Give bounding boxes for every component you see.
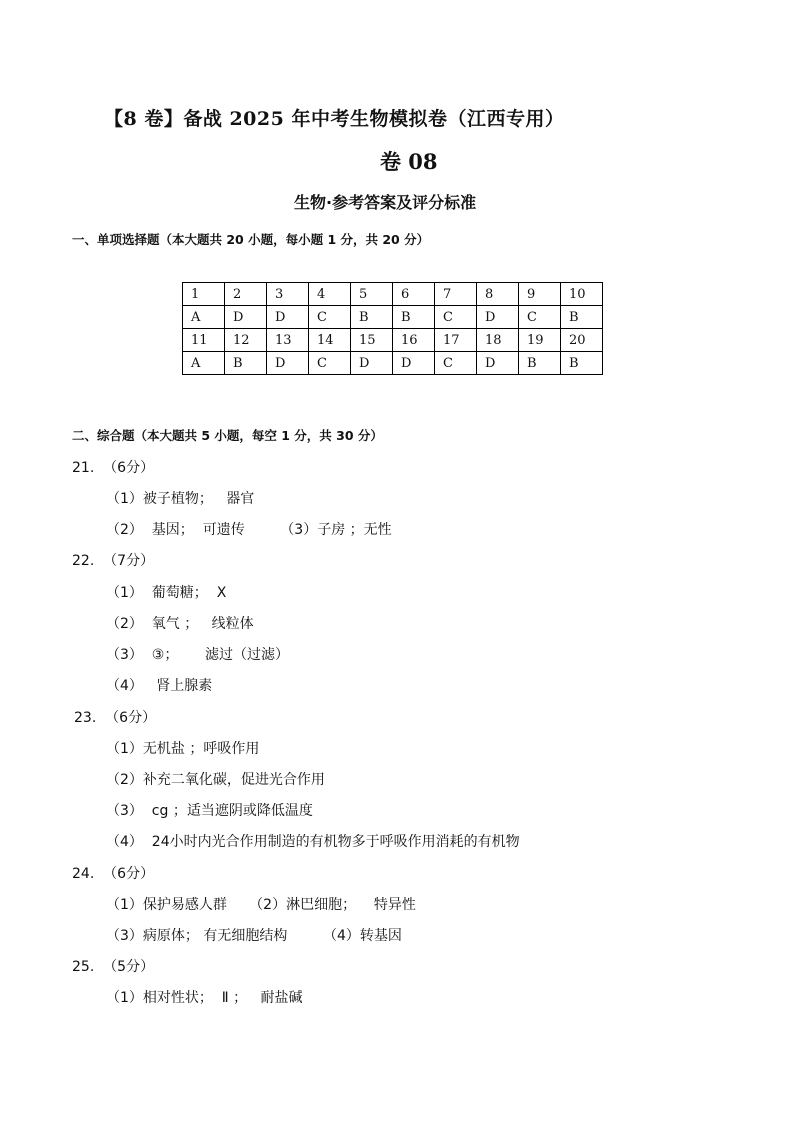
- question-23-answer: （1）无机盐 ；呼吸作用: [106, 741, 260, 757]
- question-22-answer: （2） 氧气 ； 线粒体: [106, 616, 254, 632]
- answer-cell: D: [477, 352, 519, 375]
- question-number-cell: 15: [351, 329, 393, 352]
- question-23-answer: （2）补充二氧化碳，促进光合作用: [106, 772, 325, 788]
- answer-cell: A: [183, 306, 225, 329]
- question-number-cell: 12: [225, 329, 267, 352]
- table-row: [183, 306, 603, 329]
- section-2-title: 二、综合题（本大题共 5 小题，每空 1 分，共 30 分）: [72, 428, 383, 443]
- question-number-cell: 13: [267, 329, 309, 352]
- question-number-cell: 10: [561, 283, 603, 306]
- question-21-answer: （1）被子植物； 器官: [106, 491, 255, 507]
- question-number-cell: 11: [183, 329, 225, 352]
- question-number-cell: 14: [309, 329, 351, 352]
- answer-cell: C: [309, 306, 351, 329]
- question-number-cell: 1: [183, 283, 225, 306]
- question-number-cell: 19: [519, 329, 561, 352]
- section-1-title: 一、单项选择题（本大题共 20 小题，每小题 1 分，共 20 分）: [72, 232, 430, 247]
- table-row: [183, 352, 603, 375]
- answer-cell: B: [561, 306, 603, 329]
- table-row: [183, 283, 603, 306]
- question-22-answer: （3） ③； 滤过（过滤）: [106, 647, 290, 663]
- question-number-cell: 9: [519, 283, 561, 306]
- answer-cell: B: [393, 306, 435, 329]
- document-title: 【8 卷】备战 2025 年中考生物模拟卷（江西专用）: [104, 108, 565, 130]
- answer-cell: B: [561, 352, 603, 375]
- question-number-cell: 4: [309, 283, 351, 306]
- answer-cell: C: [435, 352, 477, 375]
- question-number-cell: 2: [225, 283, 267, 306]
- answer-cell: B: [225, 352, 267, 375]
- answer-cell: C: [309, 352, 351, 375]
- question-number-cell: 17: [435, 329, 477, 352]
- answer-cell: B: [519, 352, 561, 375]
- answer-cell: C: [519, 306, 561, 329]
- question-23-answer: （4） 24小时内光合作用制造的有机物多于呼吸作用消耗的有机物: [106, 834, 520, 850]
- question-number-cell: 18: [477, 329, 519, 352]
- question-21-header: 21. （6分）: [72, 460, 155, 476]
- answer-cell: D: [267, 306, 309, 329]
- question-25-header: 25. （5分）: [72, 959, 155, 975]
- answer-cell: D: [393, 352, 435, 375]
- table-row: [183, 329, 603, 352]
- answer-cell: D: [225, 306, 267, 329]
- question-24-header: 24. （6分）: [72, 866, 155, 882]
- question-22-answer: （4） 肾上腺素: [106, 678, 213, 694]
- answer-cell: A: [183, 352, 225, 375]
- question-number-cell: 7: [435, 283, 477, 306]
- question-24-answer: （1）保护易感人群 （2）淋巴细胞； 特异性: [106, 897, 416, 913]
- answer-cell: B: [351, 306, 393, 329]
- answer-cell: D: [351, 352, 393, 375]
- question-22-header: 22. （7分）: [72, 553, 155, 569]
- paper-number: 卷 08: [380, 149, 438, 174]
- question-number-cell: 3: [267, 283, 309, 306]
- question-number-cell: 5: [351, 283, 393, 306]
- question-21-answer: （2） 基因； 可遗传 （3）子房 ；无性: [106, 522, 392, 538]
- question-22-answer: （1） 葡萄糖； X: [106, 585, 227, 601]
- question-number-cell: 6: [393, 283, 435, 306]
- answer-cell: D: [267, 352, 309, 375]
- question-23-header: 23. （6分）: [74, 710, 157, 726]
- question-23-answer: （3） cg ；适当遮阴或降低温度: [106, 803, 313, 819]
- answer-cell: D: [477, 306, 519, 329]
- question-number-cell: 8: [477, 283, 519, 306]
- answer-key-subtitle: 生物·参考答案及评分标准: [294, 193, 477, 212]
- question-number-cell: 16: [393, 329, 435, 352]
- answer-cell: C: [435, 306, 477, 329]
- question-24-answer: （3）病原体； 有无细胞结构 （4）转基因: [106, 928, 402, 944]
- question-number-cell: 20: [561, 329, 603, 352]
- question-25-answer: （1）相对性状； Ⅱ ； 耐盐碱: [106, 990, 303, 1006]
- answer-table: [182, 282, 603, 375]
